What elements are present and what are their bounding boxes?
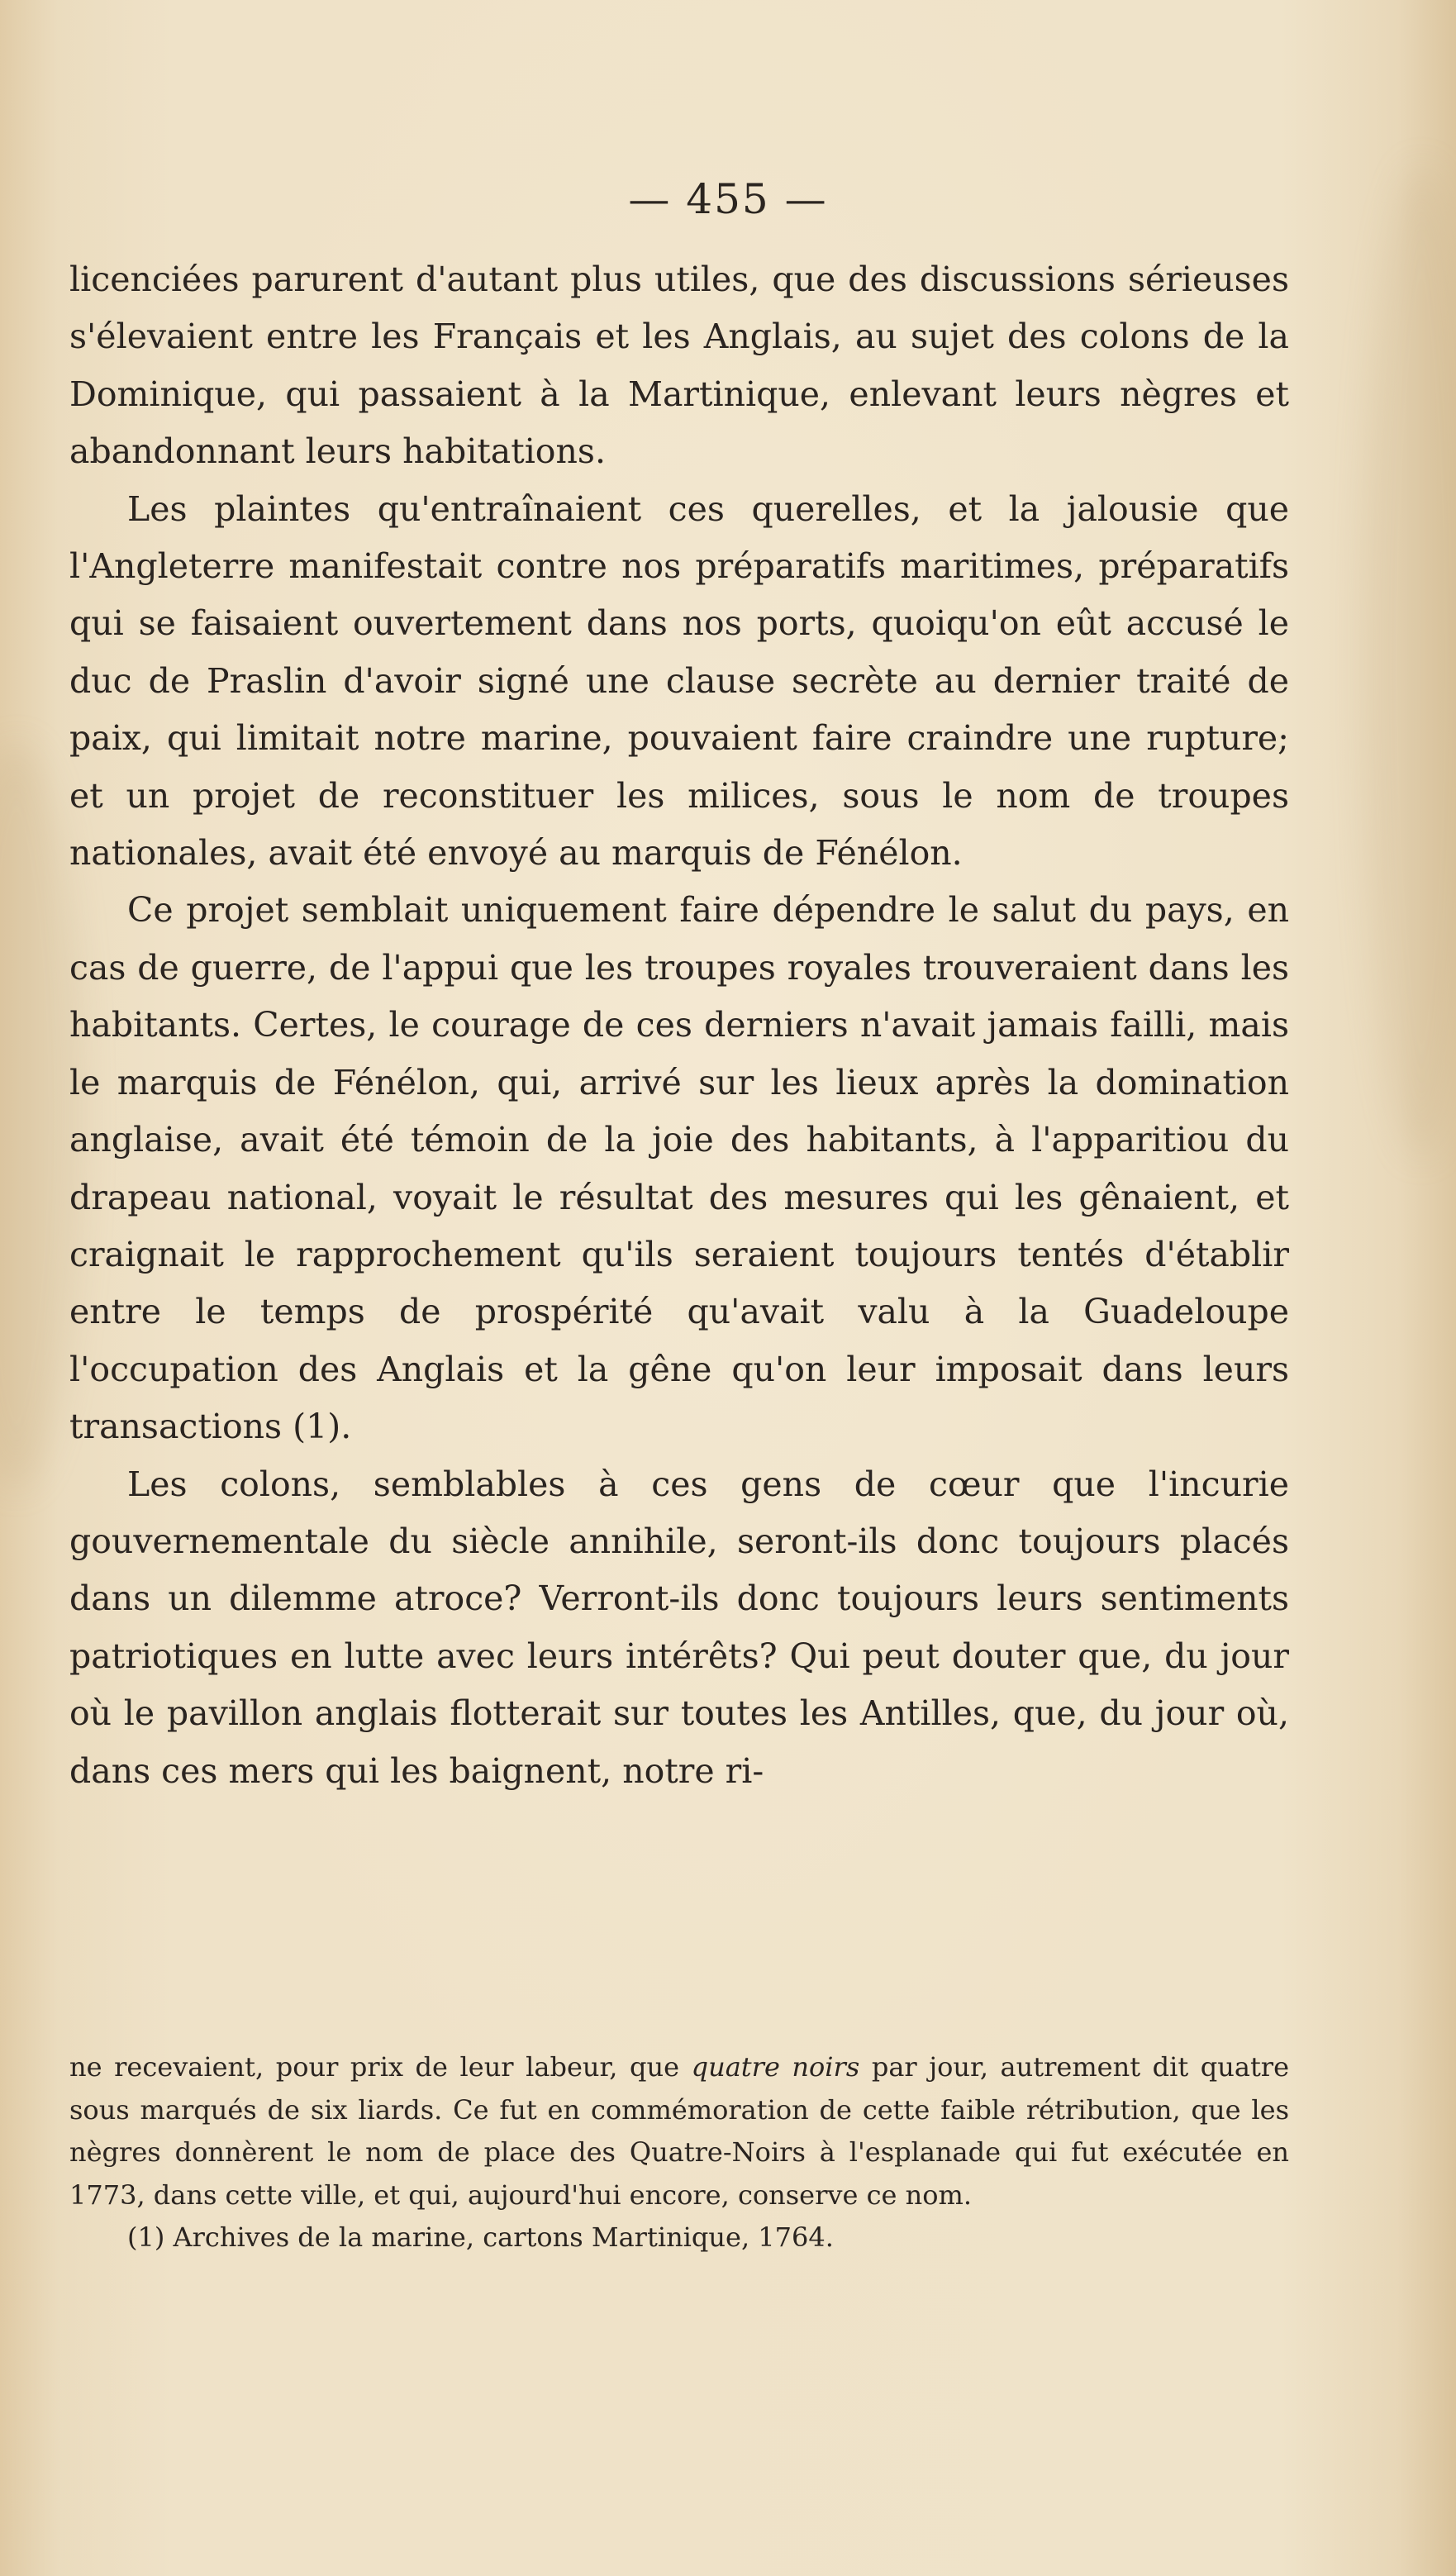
footnote-italic-term: quatre noirs xyxy=(691,2051,860,2083)
main-text xyxy=(69,251,1289,1800)
footnote-1: (1) Archives de la marine, cartons Martinique, 1764. xyxy=(127,2221,834,2253)
footnote-continuation-rest: par jour, autrement dit quatre sous marqués de six liards. Ce fut en commémoration de cette faible rétribution, que les nègres donnèrent le nom de place des Quatre-Noirs à l'esplanade qui fut exécutée en 1773, dans cette ville, et qui, aujourd'hui encore, conserve ce nom. xyxy=(69,2051,1290,2211)
footnotes xyxy=(69,2046,1289,2259)
page-number: — 455 — xyxy=(628,175,828,223)
paper-stain-right xyxy=(1363,165,1456,1157)
footnote-continuation xyxy=(69,2046,1289,2217)
paragraph-4: Les colons, semblables à ces gens de cœur que l'incurie gouvernementale du siècle annihile, seront-ils donc toujours placés dans un dilemme atroce? Verront-ils donc toujours leurs sentiments patriotiques en lutte avec leurs intérêts? Qui peut douter que, du jour où le pavillon anglais flotterait sur toutes les Antilles, que, du jour où, dans ces mers qui les baignent, notre ri- xyxy=(69,1464,1289,1791)
paragraph-1: licenciées parurent d'autant plus utiles, que des discussions sérieuses s'élevaient entre les Français et les Anglais, au sujet des colons de la Dominique, qui passaient à la Martinique, enlevant leurs nègres et abandonnant leurs habitations. xyxy=(69,260,1289,472)
footnote-continuation-start: ne recevaient, pour prix de leur labeur, que xyxy=(69,2051,680,2083)
paragraph-2: Les plaintes qu'entraînaient ces querelles, et la jalousie que l'Angleterre manifestait contre nos préparatifs maritimes, préparatifs qui se faisaient ouvertement dans nos ports, quoiqu'on eût accusé le duc de Praslin d'avoir signé une clause secrète au dernier traité de paix, qui limitait notre marine, pouvaient faire craindre une rupture; et un projet de reconstituer les milices, sous le nom de troupes nationales, avait été envoyé au marquis de Fénélon. xyxy=(69,488,1289,874)
paragraph-3: Ce projet semblait uniquement faire dépendre le salut du pays, en cas de guerre, de l'appui que les troupes royales trouveraient dans les habitants. Certes, le courage de ces derniers n'avait jamais failli, mais le marquis de Fénélon, qui, arrivé sur les lieux après la domination anglaise, avait été témoin de la joie des habitants, à l'apparitiou du drapeau national, voyait le résultat des mesures qui les gênaient, et craignait le rapprochement qu'ils seraient toujours tentés d'établir entre le temps de prospérité qu'avait valu à la Guadeloupe l'occupation des Anglais et la gêne qu'on leur imposait dans leurs transactions (1). xyxy=(69,890,1289,1447)
